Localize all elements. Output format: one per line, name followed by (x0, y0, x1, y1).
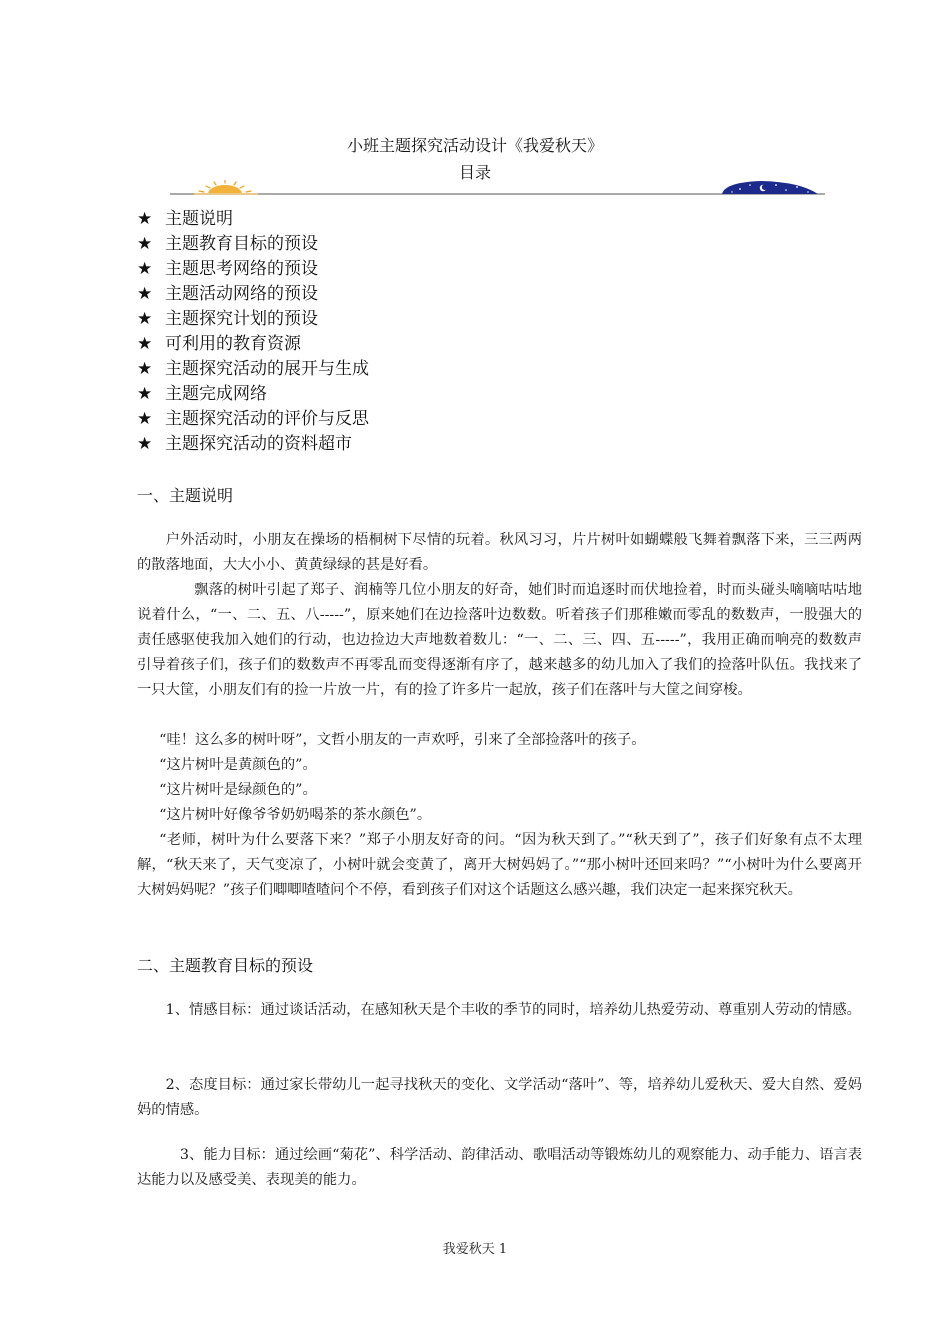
toc-title: 目录 (458, 163, 491, 182)
page-footer: 我爱秋天 1 (442, 1242, 508, 1257)
toc-item-label: 主题教育目标的预设 (165, 234, 318, 254)
goal-paragraph: 2、态度目标：通过家长带幼儿一起寻找秋天的变化、文学活动“落叶”、等，培养幼儿爱秋天、爱大自然、爱妈妈的情感。 (137, 1077, 862, 1118)
star-bullet-icon: ★ (137, 434, 153, 454)
star-bullet-icon: ★ (137, 284, 153, 304)
toc-item-label: 主题思考网络的预设 (165, 259, 318, 279)
section1-paragraph: “哇！这么多的树叶呀”，文哲小朋友的一声欢呼，引来了全部捡落叶的孩子。 (159, 732, 646, 748)
toc-item[interactable] (137, 282, 369, 307)
section1-paragraph: “这片树叶是黄颜色的”。 (159, 757, 317, 773)
toc-item[interactable] (137, 232, 369, 257)
section-heading-1: 一、主题说明 (137, 486, 234, 505)
star-bullet-icon: ★ (137, 209, 153, 229)
goal-paragraph: 3、能力目标：通过绘画“菊花”、科学活动、韵律活动、歌唱活动等锻炼幼儿的观察能力、动手能力、语言表达能力以及感受美、表现美的能力。 (137, 1147, 862, 1188)
toc-item[interactable] (137, 382, 369, 407)
toc-item[interactable] (137, 307, 369, 332)
decorative-divider (170, 180, 825, 200)
toc-item[interactable] (137, 332, 369, 357)
section1-paragraph: “这片树叶是绿颜色的”。 (159, 782, 317, 798)
toc-item-label: 可利用的教育资源 (165, 334, 301, 354)
toc-item-label: 主题探究计划的预设 (165, 309, 318, 329)
star-bullet-icon: ★ (137, 259, 153, 279)
toc-item-label: 主题探究活动的资料超市 (165, 434, 352, 454)
star-bullet-icon: ★ (137, 234, 153, 254)
toc-item[interactable] (137, 257, 369, 282)
document-title: 小班主题探究活动设计《我爱秋天》 (346, 136, 603, 155)
toc-item[interactable] (137, 432, 369, 457)
toc-item[interactable] (137, 357, 369, 382)
section1-paragraph: 户外活动时，小朋友在操场的梧桐树下尽情的玩着。秋风习习，片片树叶如蝴蝶般飞舞着飘落下来，三三两两的散落地面，大大小小、黄黄绿绿的甚是好看。 (137, 532, 862, 573)
section1-paragraph: “老师，树叶为什么要落下来？”郑子小朋友好奇的问。“因为秋天到了。”“秋天到了”，孩子们好象有点不太理解，“秋天来了，天气变凉了，小树叶就会变黄了，离开大树妈妈了。”“那小树叶还回来吗？”“小树叶为什么要离开大树妈妈呢？”孩子们唧唧喳喳问个不停，看到孩子们对这个话题这么感兴趣，我们决定一起来探究秋天。 (137, 832, 862, 898)
star-bullet-icon: ★ (137, 384, 153, 404)
toc-item-label: 主题探究活动的展开与生成 (165, 359, 369, 379)
goal-paragraph: 1、情感目标：通过谈话活动，在感知秋天是个丰收的季节的同时，培养幼儿热爱劳动、尊重别人劳动的情感。 (165, 1002, 861, 1018)
toc-item-label: 主题说明 (165, 209, 233, 229)
star-bullet-icon: ★ (137, 334, 153, 354)
star-bullet-icon: ★ (137, 359, 153, 379)
toc-item-label: 主题完成网络 (165, 384, 267, 404)
toc-item[interactable] (137, 207, 369, 232)
night-sky-icon (722, 181, 818, 194)
star-bullet-icon: ★ (137, 409, 153, 429)
toc-item-label: 主题探究活动的评价与反思 (165, 409, 369, 429)
star-bullet-icon: ★ (137, 309, 153, 329)
table-of-contents (137, 207, 369, 457)
section-heading-2: 二、主题教育目标的预设 (137, 956, 314, 975)
toc-item-label: 主题活动网络的预设 (165, 284, 318, 304)
section1-paragraph: 飘落的树叶引起了郑子、润楠等几位小朋友的好奇，她们时而追逐时而伏地捡着，时而头碰头嘀嘀咕咕地说着什么，“一、二、五、八-----”，原来她们在边捡落叶边数数。听着孩子们那稚嫩而零乱的数数声，一股强大的责任感驱使我加入她们的行动，也边捡边大声地数着数儿：“一、二、三、四、五-----”，我用正确而响亮的数数声引导着孩子们，孩子们的数数声不再零乱而变得逐渐有序了，越来越多的幼儿加入了我们的捡落叶队伍。我找来了一只大筐，小朋友们有的捡一片放一片，有的捡了许多片一起放，孩子们在落叶与大筐之间穿梭。 (137, 582, 862, 698)
toc-item[interactable] (137, 407, 369, 432)
section1-paragraph: “这片树叶好像爷爷奶奶喝茶的茶水颜色”。 (159, 807, 432, 823)
sunrise-icon (194, 180, 258, 194)
